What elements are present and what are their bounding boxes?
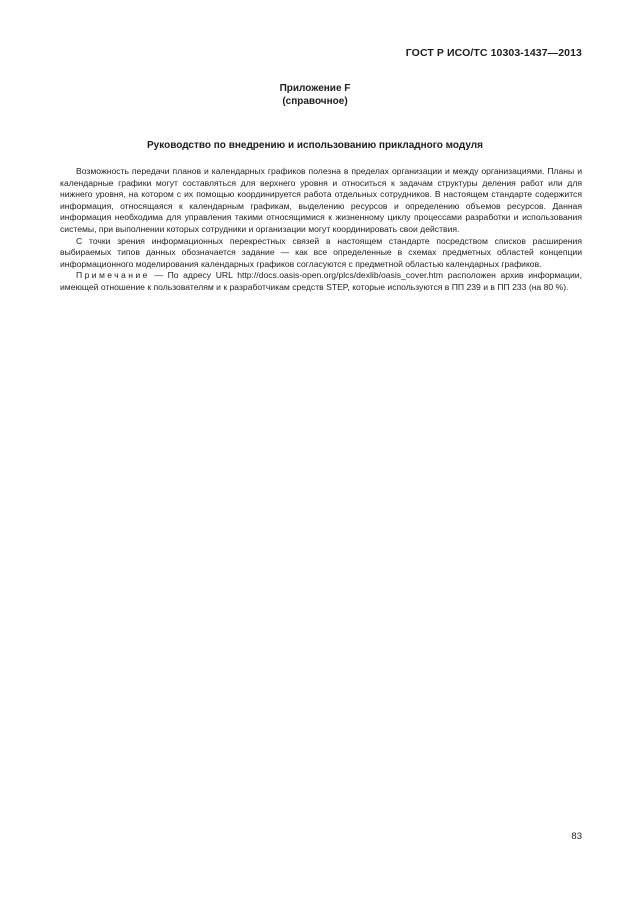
note-text: — По адресу URL http://docs.oasis-open.org/plcs/dexlib/oasis_cover.htm расположен архив информации, имеющей отношение к пользователям и к разработчикам средств STEP, которые используются в ПП 239 и в ПП 233 (на 80 %). — [60, 270, 582, 292]
paragraph: Возможность передачи планов и календарных графиков полезна в пределах организации и между организациями. Планы и календарные графики могут составляться для верхнего уровня и относиться к задачам структуры деления работ или для нижнего уровня, на котором с их помощью координируется работа отдельных сотрудников. В настоящем стандарте содержится информация, относящаяся к календарным графикам, выделению ресурсов и определению объемов ресурсов. Данная информация необходима для управления такими относящимися к жизненному циклу процессами разработки и использования системы, при выполнении которых сотрудники и организации могут координировать свои действия. — [60, 166, 582, 234]
annex-title: Приложение F — [279, 83, 351, 94]
annex-subtitle: (справочное) — [282, 96, 348, 107]
section-title: Руководство по внедрению и использованию прикладного модуля — [146, 140, 483, 151]
note-label: Примечание — [76, 270, 150, 281]
note — [60, 270, 582, 293]
document-code: ГОСТ Р ИСО/ТС 10303-1437—2013 — [405, 47, 582, 59]
document-body — [60, 166, 582, 294]
page-number: 83 — [571, 831, 582, 842]
annex-heading — [0, 82, 630, 108]
paragraph: С точки зрения информационных перекрестных связей в настоящем стандарте посредством списков расширения выбираемых типов данных обозначается задание — как все определенные в схемах предметных областей концепции информационного моделирования календарных графиков согласуются с предметной областью календарных графиков. — [60, 235, 582, 269]
